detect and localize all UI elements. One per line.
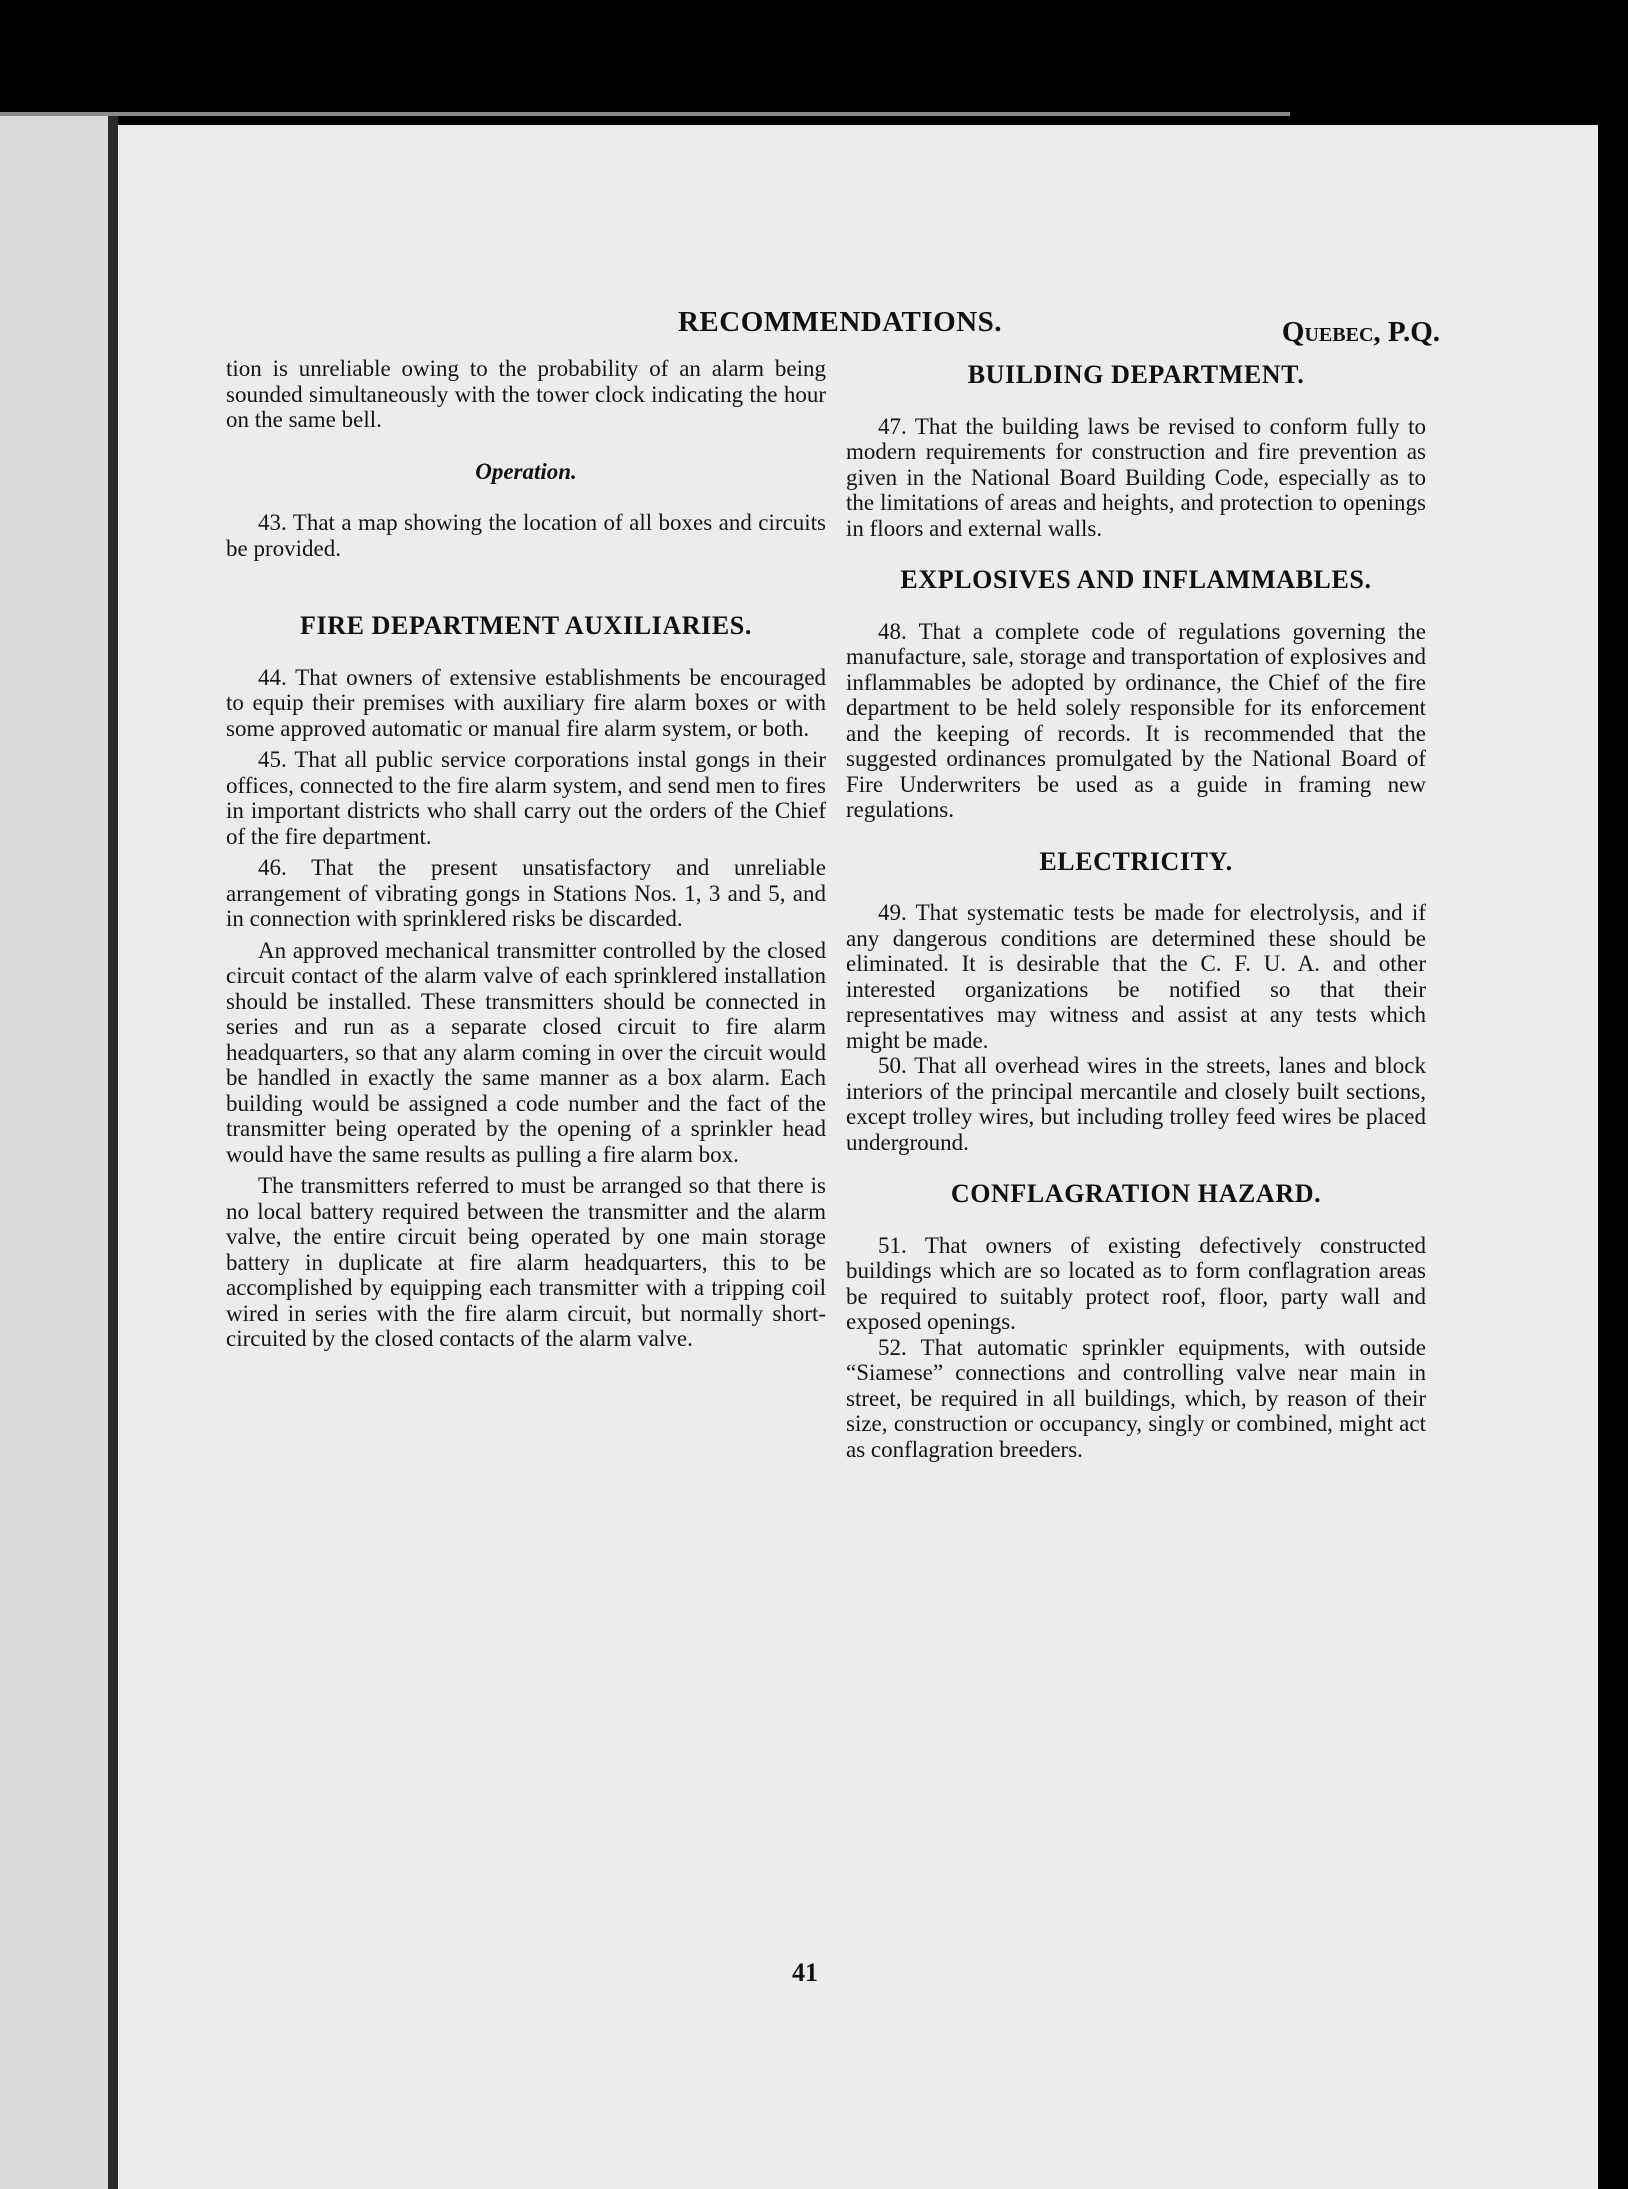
facing-page-edge	[0, 112, 108, 2189]
top-page-edge	[0, 112, 1290, 116]
running-head-place: Quebec, P.Q.	[1281, 316, 1440, 348]
paragraph-46-transmitter: An approved mechanical transmitter controlled by the closed circuit contact of the alarm valve of each sprinklered installation should be installed. These transmitters should be connected in series and run as a separate closed circuit to fire alarm headquarters, so that any alarm coming in over the circuit would be handled in exactly the same manner as a box alarm. Each building would be assigned a code number and the fact of the transmitter being operated by the opening of a sprinkler head would have the same results as pulling a fire alarm box.	[226, 937, 826, 1167]
building-department-heading: BUILDING DEPARTMENT.	[967, 360, 1305, 389]
fire-auxiliaries-heading: FIRE DEPARTMENT AUXILIARIES.	[300, 611, 752, 640]
paragraph-45: 45. That all public service corporations instal gongs in their offices, connected to the fire alarm system, and send men to fires in important districts who shall carry out the orders of the Chief of the fire department.	[226, 747, 826, 849]
paragraph-46: 46. That the present unsatisfactory and unreliable arrangement of vibrating gongs in Stations Nos. 1, 3 and 5, and in connection with sprinklered risks be discarded.	[226, 855, 826, 931]
paragraph-51: 51. That owners of existing defectively constructed buildings which are so located as to form conflagration areas be required to suitably protect roof, floor, party wall and exposed openings.	[846, 1232, 1426, 1334]
operation-subheading: Operation.	[475, 458, 577, 484]
paragraph-46-battery: The transmitters referred to must be arranged so that there is no local battery required between the transmitter and the alarm valve, the entire circuit being operated by one main storage battery in duplicate at fire alarm headquarters, this to be accomplished by equipping each transmitter with a tripping coil wired in series with the fire alarm circuit, but normally short-circuited by the closed contacts of the alarm valve.	[226, 1173, 826, 1351]
running-head-title: RECOMMENDATIONS.	[677, 306, 1003, 338]
paragraph-49: 49. That systematic tests be made for electrolysis, and if any dangerous conditions are determined these should be eliminated. It is desirable that the C. F. U. A. and other interested organizations be notified so that their representatives may witness and assist at any tests which might be made.	[846, 900, 1426, 1053]
left-column	[226, 356, 826, 1352]
page-number: 41	[792, 1958, 818, 1987]
electricity-heading: ELECTRICITY.	[1039, 846, 1233, 876]
right-column	[846, 362, 1426, 1462]
explosives-heading: EXPLOSIVES AND INFLAMMABLES.	[900, 565, 1372, 594]
conflagration-heading: CONFLAGRATION HAZARD.	[950, 1179, 1322, 1208]
paragraph-47: 47. That the building laws be revised to conform fully to modern requirements for construction and fire prevention as given in the National Board Building Code, especially as to the limitations of areas and heights, and protection to openings in floors and external walls.	[846, 413, 1426, 541]
paragraph-continued: tion is unreliable owing to the probability of an alarm being sounded simultaneously with the tower clock indicating the hour on the same bell.	[226, 356, 826, 432]
paragraph-48: 48. That a complete code of regulations governing the manufacture, sale, storage and transportation of explosives and inflammables be adopted by ordinance, the Chief of the fire department to be held solely responsible for its enforcement and the keeping of records. It is recommended that the suggested ordinances promulgated by the National Board of Fire Underwriters be used as a guide in framing new regulations.	[846, 618, 1426, 822]
binding-gutter	[108, 112, 118, 2189]
paragraph-43: 43. That a map showing the location of all boxes and circuits be provided.	[226, 510, 826, 561]
paragraph-44: 44. That owners of extensive establishments be encouraged to equip their premises with auxiliary fire alarm boxes or with some approved automatic or manual fire alarm system, or both.	[226, 664, 826, 741]
paragraph-50: 50. That all overhead wires in the streets, lanes and block interiors of the principal mercantile and closely built sections, except trolley wires, but including trolley feed wires be placed underground.	[846, 1053, 1426, 1155]
paragraph-52: 52. That automatic sprinkler equipments, with outside “Siamese” connections and controlling valve near main in street, be required in all buildings, which, by reason of their size, construction or occupancy, singly or combined, might act as conflagration breeders.	[846, 1334, 1426, 1462]
